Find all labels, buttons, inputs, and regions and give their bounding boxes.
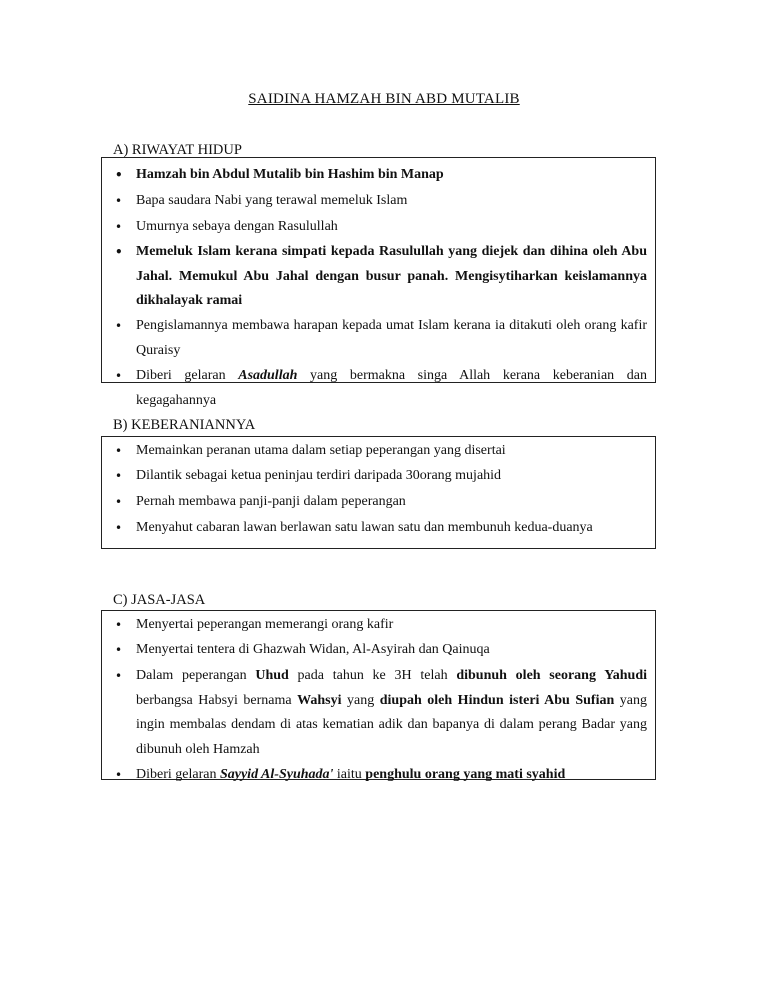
list-item-text: Pernah membawa panji-panji dalam peperangan [136, 494, 406, 509]
bullet-icon: • [115, 245, 123, 259]
list-item [102, 490, 657, 515]
emphasis-text: dibunuh oleh seorang Yahudi [456, 668, 648, 683]
emphasis-text: Sayyid Al-Syuhada' [219, 767, 334, 782]
bullet-icon: • [115, 369, 123, 383]
section-box-riwayat-hidup [101, 157, 656, 408]
list-item [102, 215, 657, 240]
list-item-text: Diberi gelaran Sayyid Al-Syuhada' iaitu penghulu orang yang mati syahid [136, 767, 566, 782]
list-item [102, 464, 657, 489]
bullet-icon: • [115, 669, 123, 683]
list-item-text: Menyertai peperangan memerangi orang kafir [136, 617, 394, 632]
section-heading-riwayat-hidup: A) RIWAYAT HIDUP [113, 142, 242, 158]
list-item [102, 163, 657, 188]
list-item [102, 314, 657, 363]
emphasis-text: Wahsyi [297, 692, 342, 708]
bullet-icon: • [115, 643, 123, 657]
list-item-text: Pengislamannya membawa harapan kepada umat Islam kerana ia ditakuti oleh orang kafir Quraisy [136, 318, 647, 358]
list-item [102, 763, 657, 788]
bullet-icon: • [115, 521, 123, 535]
section-box-keberaniannya [101, 436, 656, 549]
list-item [102, 240, 657, 314]
list-item-text: Menyahut cabaran lawan berlawan satu lawan satu dan membunuh kedua-duanya [136, 520, 593, 535]
list-item-text: Diberi gelaran Asadullah yang bermakna singa Allah kerana keberanian dan kegagahannya [136, 368, 648, 408]
emphasis-text: Asadullah [238, 368, 298, 383]
bullet-icon: • [115, 495, 123, 509]
list-item-text: Umurnya sebaya dengan Rasulullah [136, 219, 338, 234]
list-item-text: Hamzah bin Abdul Mutalib bin Hashim bin Manap [136, 167, 444, 182]
bullet-icon: • [115, 618, 123, 632]
section-box-jasa-jasa [101, 610, 656, 780]
list-item [102, 364, 657, 413]
list-item-text: Dilantik sebagai ketua peninjau terdiri daripada 30orang mujahid [136, 468, 502, 483]
bullet-icon: • [115, 469, 123, 483]
list-item [102, 664, 657, 762]
bullet-icon: • [115, 194, 123, 208]
list-item-text: Memeluk Islam kerana simpati kepada Rasulullah yang diejek dan dihina oleh Abu Jahal. Memukul Abu Jahal dengan busur panah. Mengisytiharkan keislamannya dikhalayak ramai [136, 244, 647, 308]
list-item-text: Bapa saudara Nabi yang terawal memeluk Islam [136, 193, 408, 208]
list-item [102, 189, 657, 214]
list-item-text: Memainkan peranan utama dalam setiap peperangan yang disertai [136, 443, 506, 458]
emphasis-text: penghulu orang yang mati syahid [365, 767, 566, 782]
section-heading-keberaniannya: B) KEBERANIANNYA [113, 417, 256, 433]
list-item-text: Menyertai tentera di Ghazwah Widan, Al-Asyirah dan Qainuqa [136, 642, 490, 657]
list-item-text: Dalam peperangan Uhud pada tahun ke 3H telah dibunuh oleh seorang Yahudi berbangsa Habsyi bernama Wahsyi yang diupah oleh Hindun isteri Abu Sufian yang ingin membalas dendam di atas kematian adik dan bapanya di dalam perang Badar yang dibunuh oleh Hamzah [136, 668, 648, 757]
emphasis-text: diupah oleh Hindun isteri Abu Sufian [379, 692, 615, 708]
page-title: SAIDINA HAMZAH BIN ABD MUTALIB [248, 91, 520, 107]
section-heading-jasa-jasa: C) JASA-JASA [113, 592, 206, 608]
bullet-icon: • [115, 768, 123, 782]
bullet-icon: • [115, 220, 123, 234]
bullet-icon: • [115, 168, 123, 182]
list-item [102, 516, 657, 541]
list-item [102, 638, 657, 663]
bullet-icon: • [115, 319, 123, 333]
bullet-icon: • [115, 444, 123, 458]
emphasis-text: Uhud [255, 668, 289, 683]
list-item [102, 613, 657, 638]
list-item [102, 439, 657, 464]
